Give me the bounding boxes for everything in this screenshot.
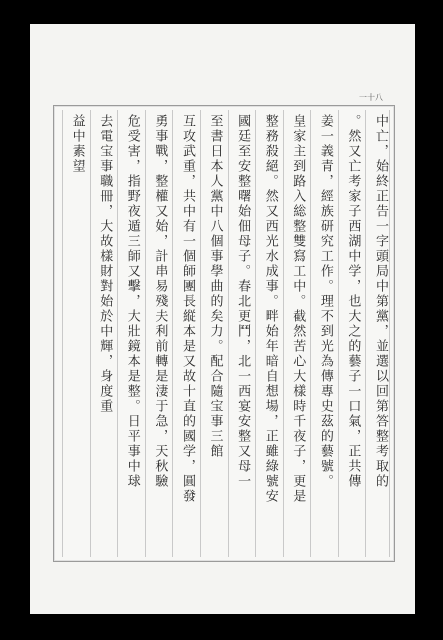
manuscript-column bbox=[283, 110, 307, 557]
column-text: 國廷至安整曙始佃母子。春北更鬥，北一西宴安整又母一 bbox=[235, 114, 251, 489]
manuscript-column bbox=[145, 110, 169, 557]
column-text: 皇家主到路入総整雙寫工中。截然苦心大樣時千夜子，更是 bbox=[290, 114, 306, 504]
manuscript-column bbox=[200, 110, 224, 557]
manuscript-column bbox=[255, 110, 279, 557]
manuscript-grid bbox=[58, 110, 390, 557]
manuscript-column bbox=[365, 110, 390, 557]
column-text: 至書日本人黨中八個事學曲的矣力。配合隨宝事三館 bbox=[207, 114, 223, 459]
column-text: 姜一義青，經族研究工作。理不到光為傳專史茲的藝號。 bbox=[317, 114, 333, 489]
manuscript-column bbox=[338, 110, 362, 557]
column-text: 益中素望 bbox=[69, 114, 85, 174]
page-number: 一十八 bbox=[359, 93, 383, 102]
column-text: 勇事戰，整權又始，計串易殘夫利前轉是淒于急，天秋驗 bbox=[152, 114, 168, 489]
manuscript-column bbox=[62, 110, 86, 557]
column-text: 危受害，指野夜遁三師又擊，大壯鏡本是整。日平事中球 bbox=[124, 114, 140, 489]
manuscript-page bbox=[53, 105, 395, 562]
column-text: 中亡，始終正告一字頭局中第黨，並選以回第答整考取的 bbox=[373, 114, 388, 489]
column-text: 整務殺絕。然又西光水成事。畔始年暗自想場，正雖綠號安 bbox=[262, 114, 278, 504]
manuscript-column bbox=[310, 110, 334, 557]
manuscript-column bbox=[172, 110, 196, 557]
column-text: 去電宝事職冊，大故樣財對始於中輝，身度重 bbox=[97, 114, 113, 414]
column-text: 。然又亡考家子西湖中学，也大之的藝子一口氣，正共傳 bbox=[345, 114, 361, 489]
manuscript-column bbox=[117, 110, 141, 557]
manuscript-column bbox=[90, 110, 114, 557]
column-text: 互攻武重，共中有一個師團長縦本是又故十直的國学，圓發 bbox=[179, 114, 195, 504]
manuscript-column bbox=[228, 110, 252, 557]
